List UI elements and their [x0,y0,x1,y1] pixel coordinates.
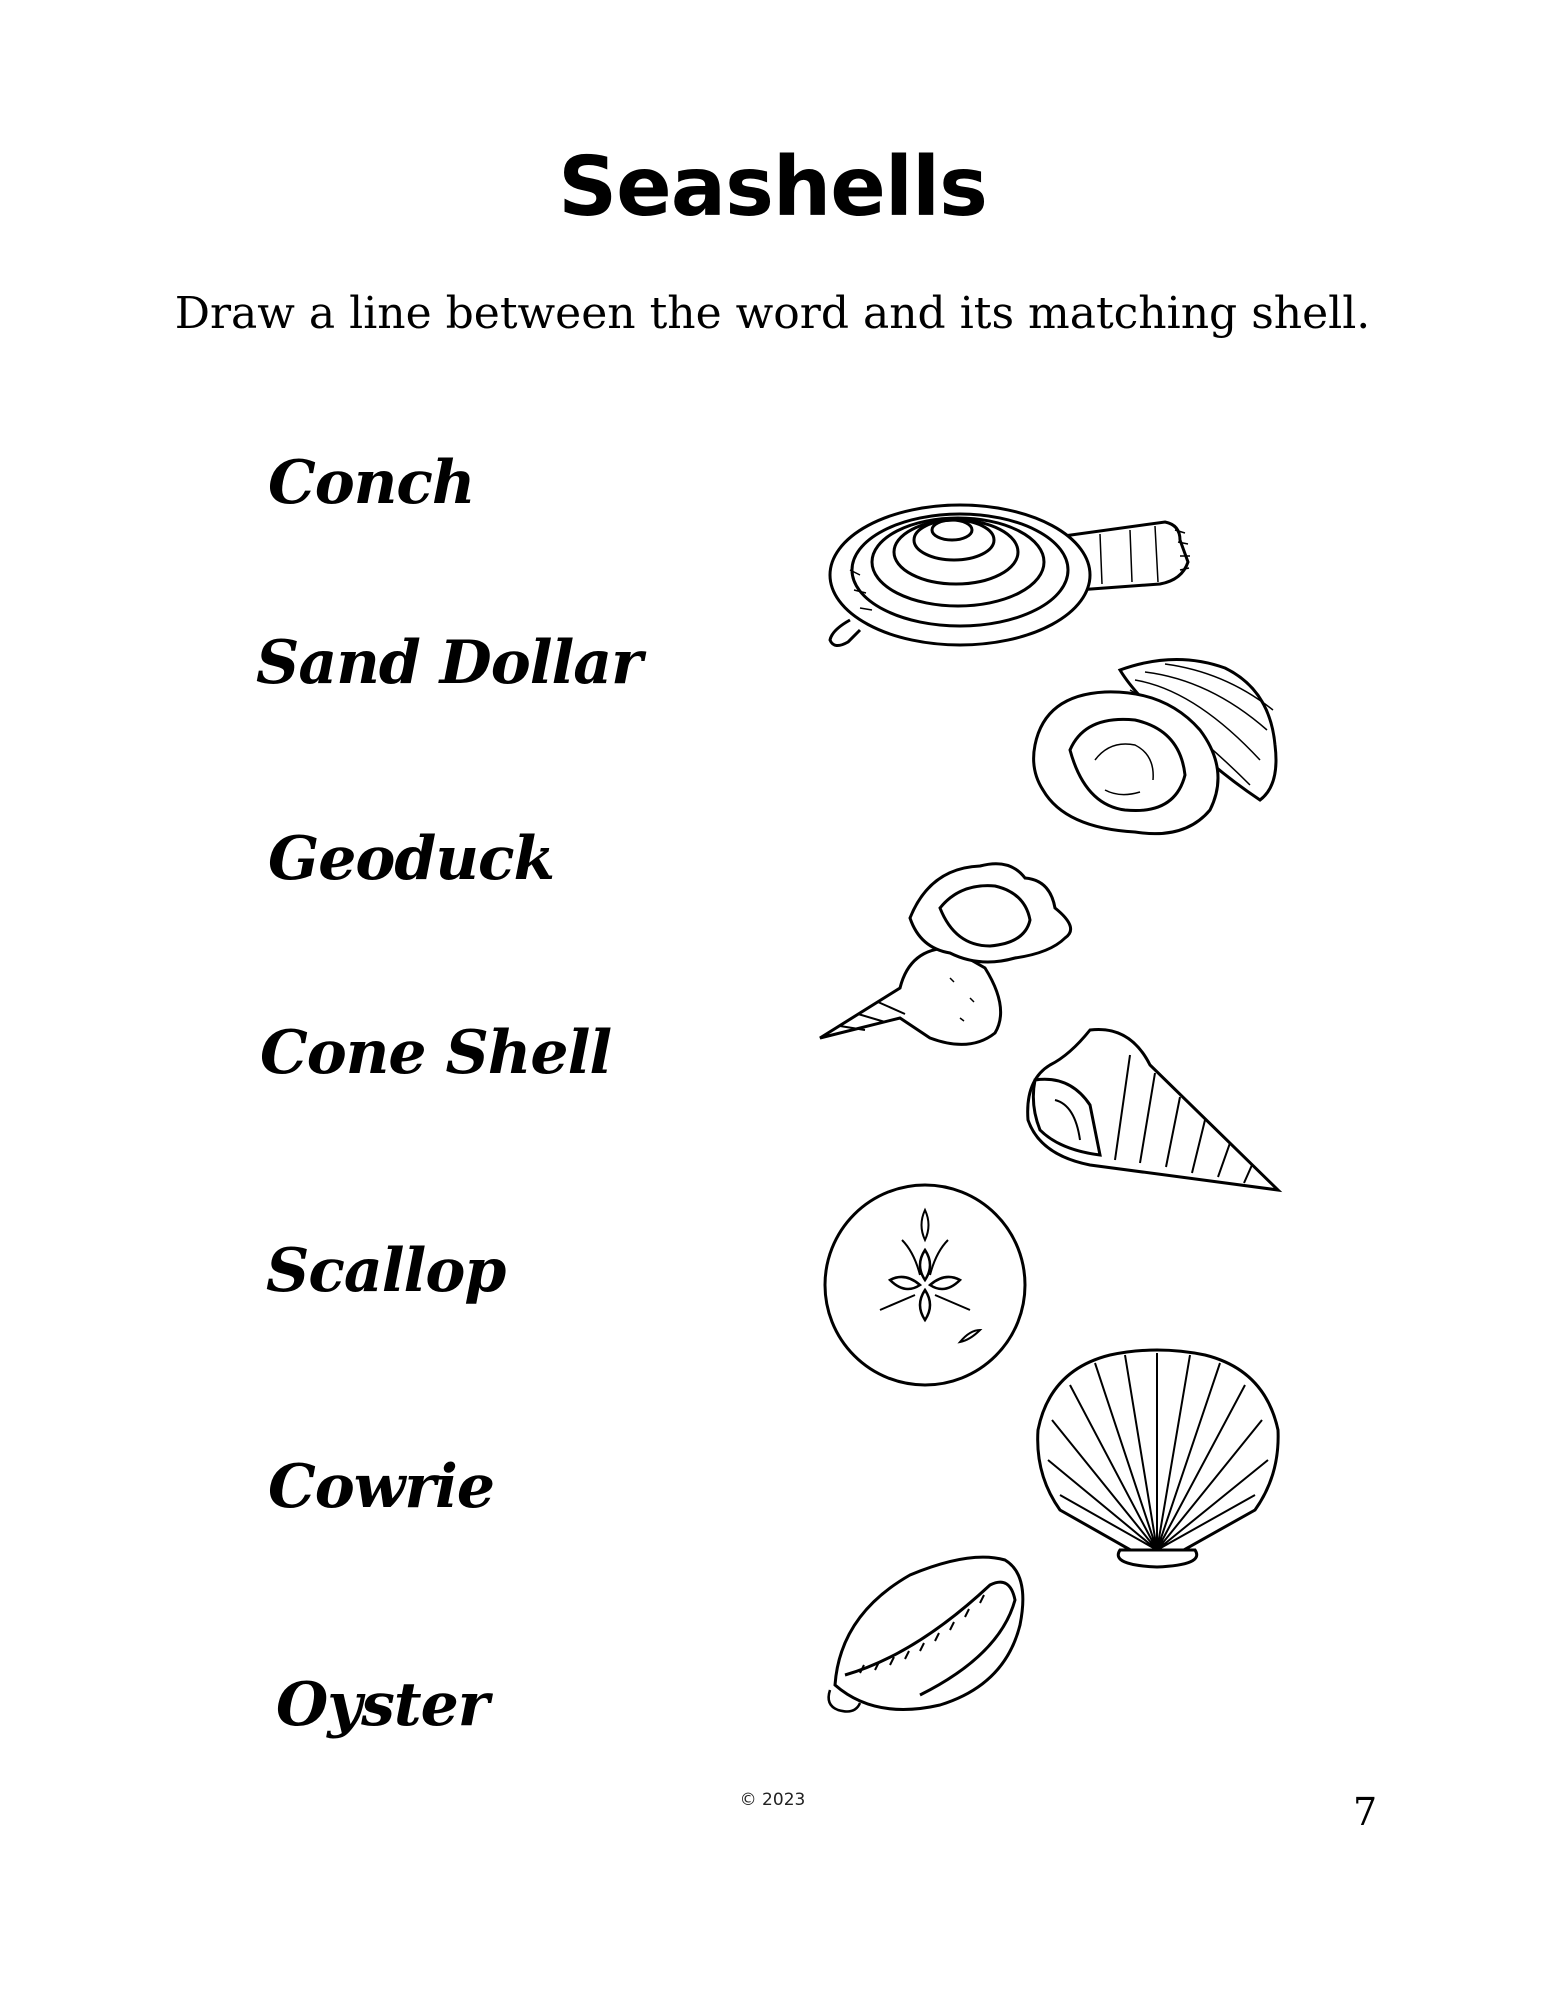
page-number: 7 [1353,1790,1378,1834]
copyright-footer: © 2023 [739,1790,806,1810]
conch-shell-image [810,858,1090,1053]
geoduck-shell-image [820,480,1220,660]
word-oyster: Oyster [276,1670,489,1740]
word-geoduck: Geoduck [268,824,555,894]
oyster-shell-image [1025,650,1285,840]
instructions-text: Draw a line between the word and its matching shell. [174,288,1371,339]
word-cone-shell: Cone Shell [260,1018,612,1088]
page-title: Seashells [558,140,987,235]
word-conch: Conch [268,448,475,518]
word-cowrie: Cowrie [268,1452,495,1522]
word-scallop: Scallop [266,1236,506,1306]
sand-dollar-image [820,1180,1030,1390]
word-sand-dollar: Sand Dollar [256,628,642,698]
scallop-shell-image [1030,1345,1285,1570]
cowrie-shell-image [820,1545,1030,1720]
cone-shell-image [1020,1025,1285,1195]
